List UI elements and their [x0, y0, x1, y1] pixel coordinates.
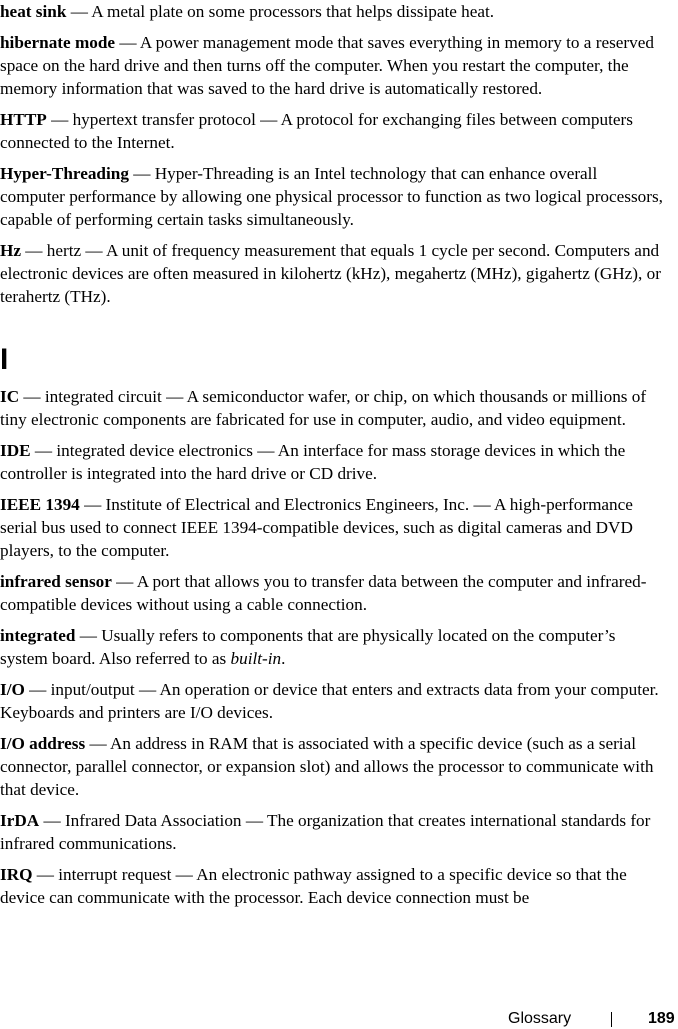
glossary-definition: — A power management mode that saves everything in memory to a reserved space on the hard drive and then turns off the computer. When you restart the computer, the memory information that was saved to the hard drive is automatically restored.	[0, 33, 654, 98]
glossary-definition: — interrupt request — An electronic pathway assigned to a specific device so that the device can communicate with the processor. Each device connection must be	[0, 865, 627, 907]
glossary-definition: — hertz — A unit of frequency measurement that equals 1 cycle per second. Computers and electronic devices are often measured in kilohertz (kHz), megahertz (MHz), gigahertz (GHz), or terahertz (THz).	[0, 241, 661, 306]
glossary-term: heat sink	[0, 2, 67, 21]
footer-page-number: 189	[648, 1010, 675, 1027]
glossary-definition: — hypertext transfer protocol — A protocol for exchanging files between computers connected to the Internet.	[0, 110, 633, 152]
glossary-entry-hz	[0, 239, 666, 308]
glossary-term: I/O address	[0, 734, 86, 753]
glossary-entry-http	[0, 108, 666, 154]
glossary-entry-ieee-1394	[0, 493, 666, 562]
glossary-entry-ide	[0, 439, 666, 485]
section-letter-heading: I	[0, 343, 9, 376]
glossary-definition: — An address in RAM that is associated with a specific device (such as a serial connector, parallel connector, or expansion slot) and allows the processor to communicate with that device.	[0, 734, 654, 799]
footer-divider	[611, 1012, 612, 1027]
glossary-definition: — Infrared Data Association — The organization that creates international standards for infrared communications.	[0, 811, 651, 853]
glossary-term: IRQ	[0, 865, 33, 884]
glossary-entry-infrared-sensor	[0, 570, 666, 616]
glossary-term: hibernate mode	[0, 33, 116, 52]
glossary-term: Hz	[0, 241, 21, 260]
glossary-definition: — A metal plate on some processors that helps dissipate heat.	[66, 2, 495, 21]
glossary-term: HTTP	[0, 110, 47, 129]
glossary-entry-hyper-threading	[0, 162, 666, 231]
glossary-definition: — integrated device electronics — An interface for mass storage devices in which the controller is integrated into the hard drive or CD drive.	[0, 441, 626, 483]
glossary-definition: — integrated circuit — A semiconductor wafer, or chip, on which thousands or millions of tiny electronic components are fabricated for use in computer, audio, and video equipment.	[0, 387, 647, 429]
glossary-italic-term: built-in	[230, 649, 282, 668]
glossary-entry-ic	[0, 385, 666, 431]
footer-section-label: Glossary	[508, 1010, 572, 1027]
glossary-term: Hyper-Threading	[0, 164, 129, 183]
glossary-entry-heat-sink	[0, 0, 666, 23]
glossary-entry-irda	[0, 809, 666, 855]
glossary-term: integrated	[0, 626, 76, 645]
glossary-definition: — input/output — An operation or device that enters and extracts data from your computer. Keyboards and printers are I/O devices.	[0, 680, 659, 722]
glossary-entry-hibernate-mode	[0, 31, 666, 100]
glossary-definition: — A port that allows you to transfer data between the computer and infrared-compatible devices without using a cable connection.	[0, 572, 647, 614]
glossary-definition: — Usually refers to components that are physically located on the computer’s system board. Also referred to as	[0, 626, 616, 668]
page-footer	[0, 1009, 678, 1029]
glossary-definition: — Hyper-Threading is an Intel technology that can enhance overall computer performance by allowing one physical processor to function as two logical processors, capable of performing certain tasks simultaneously.	[0, 164, 663, 229]
glossary-term: infrared sensor	[0, 572, 112, 591]
glossary-definition: — Institute of Electrical and Electronics Engineers, Inc. — A high-performance serial bus used to connect IEEE 1394-compatible devices, such as digital cameras and DVD players, to the computer.	[0, 495, 633, 560]
glossary-entry-irq	[0, 863, 666, 909]
glossary-entry-io	[0, 678, 666, 724]
glossary-term: IrDA	[0, 811, 40, 830]
glossary-entry-integrated	[0, 624, 666, 670]
glossary-term: IDE	[0, 441, 31, 460]
glossary-term: IC	[0, 387, 20, 406]
glossary-definition-tail: .	[281, 649, 286, 668]
glossary-entry-io-address	[0, 732, 666, 801]
glossary-term: IEEE 1394	[0, 495, 80, 514]
glossary-term: I/O	[0, 680, 25, 699]
